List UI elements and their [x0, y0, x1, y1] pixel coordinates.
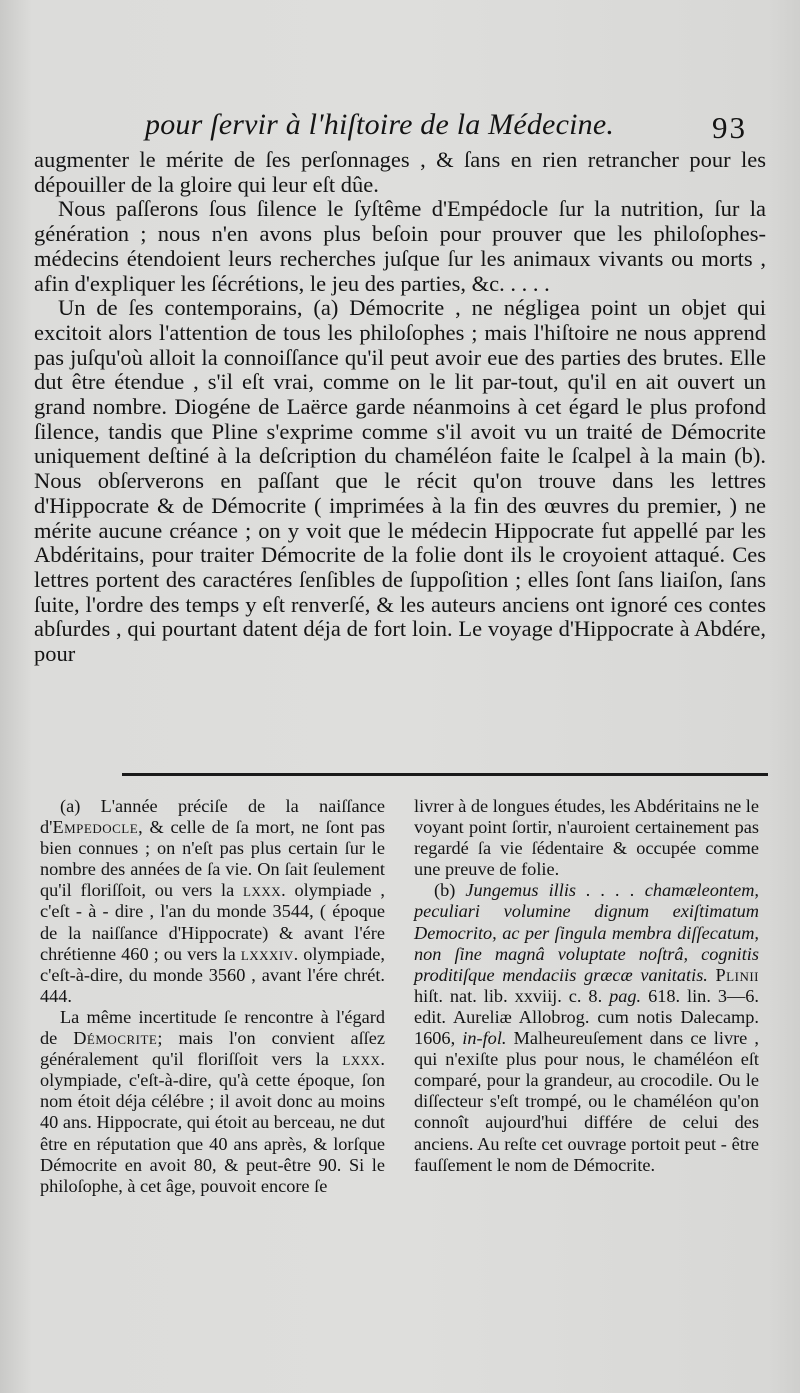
footnote-a-continuation: La même incertitude ſe rencontre à l'égard de Démocrite; mais l'on convient aſſez généralement qu'il floriſſoit vers la lxxx. olympiade, c'eſt-à-dire, qu'à cette époque, ſon nom étoit déja célébre ; il avoit donc au moins 40 ans. Hippocrate, qui étoit au berceau, ne dut être en réputation que 40 ans après, & lorſque Démocrite en avoit 80, & peut-être 90. Si le philoſophe, à cet âge, pouvoit encore ſe: [40, 1006, 385, 1196]
paragraph-2: Nous paſſerons ſous ſilence le ſyſtême d'Empédocle ſur la nutrition, ſur la génération ; nous n'en avons plus beſoin pour prouver que les philoſophes-médecins étendoient leurs recherches juſque ſur les animaux vivants ou morts , afin d'expliquer les ſécrétions, le jeu des parties, &c. . . . .: [34, 196, 766, 296]
page-header: [0, 108, 800, 148]
footnotes-left-column: [40, 796, 385, 1197]
paragraph-1: augmenter le mérite de ſes perſonnages , & ſans en rien retrancher pour les dépouiller de la gloire qui leur eſt dûe.: [34, 147, 766, 197]
footnote-b: (b) Jungemus illis . . . . chamæleontem, peculiari volumine dignum exiſtimatum Democrito, ac per ſingula membra diſſecatum, non ſine magnâ voluptate noſtrâ, cognitis proditiſque mendaciis græcæ vanitatis. Plinii hiſt. nat. lib. xxviij. c. 8. pag. 618. lin. 3—6. edit. Aureliæ Allobrog. cum notis Dalecamp. 1606, in-fol. Malheureuſement dans ce livre , qui n'exiſte plus pour nous, le chaméléon eſt comparé, pour la grandeur, au crocodile. Ou le diſſecteur s'eſt trompé, ou le chaméléon qu'on connoît aujourd'hui différe de celui des anciens. Au reſte cet ouvrage portoit peut - être fauſſement le nom de Démocrite.: [414, 880, 760, 1175]
paragraph-3: Un de ſes contemporains, (a) Démocrite , ne négligea point un objet qui excitoit alors l'attention de tous les philoſophes ; mais l'hiſtoire ne nous apprend pas juſqu'où alloit la connoiſſance qu'il peut avoir eue des parties des brutes. Elle dut être étendue , s'il eſt vrai, comme on le lit par-tout, qu'il en ait ouvert un grand nombre. Diogéne de Laërce garde néanmoins à cet égard le plus profond ſilence, tandis que Pline s'exprime comme s'il avoit vu un traité de Démocrite uniquement deſtiné à la deſcription du chaméléon faite le ſcalpel à la main (b). Nous obſerverons en paſſant que le récit qu'on trouve dans les lettres d'Hippocrate & de Démocrite ( imprimées à la fin des œuvres du premier, ) ne mérite aucune créance ; on y voit que le médecin Hippocrate fut appellé par les Abdéritains, pour traiter Démocrite de la folie dont ils le croyoient attaqué. Ces lettres portent des caractéres ſenſibles de ſuppoſition ; elles ſont ſans liaiſon, ſans ſuite, l'ordre des temps y eſt renverſé, & les auteurs anciens ont ignoré ces contes abſurdes , qui pourtant datent déja de fort loin. Le voyage d'Hippocrate à Abdére, pour: [34, 295, 766, 667]
footnotes-right-column: [414, 796, 759, 1176]
page-number: 93: [712, 110, 747, 145]
running-title: pour ſervir à l'hiſtoire de la Médecine.: [145, 108, 615, 141]
footnote-a: (a) L'année préciſe de la naiſſance d'Empedocle, & celle de ſa mort, ne ſont pas bien connues ; on n'eſt pas plus certain ſur le nombre des années de ſa vie. On ſait ſeulement qu'il floriſſoit, ou vers la lxxx. olympiade , c'eſt - à - dire , l'an du monde 3544, ( époque de la naiſſance d'Hippocrate) & avant l'ére chrétienne 460 ; ou vers la lxxxiv. olympiade, c'eſt-à-dire, du monde 3560 , avant l'ére chrét. 444.: [40, 796, 385, 1006]
footnote-separator: [122, 773, 768, 776]
footnote-a-end: livrer à de longues études, les Abdéritains ne le voyant point ſortir, n'auroient certainement pas regardé ſa vie ſédentaire & occupée comme une preuve de folie.: [414, 796, 759, 880]
main-text: [34, 148, 766, 667]
